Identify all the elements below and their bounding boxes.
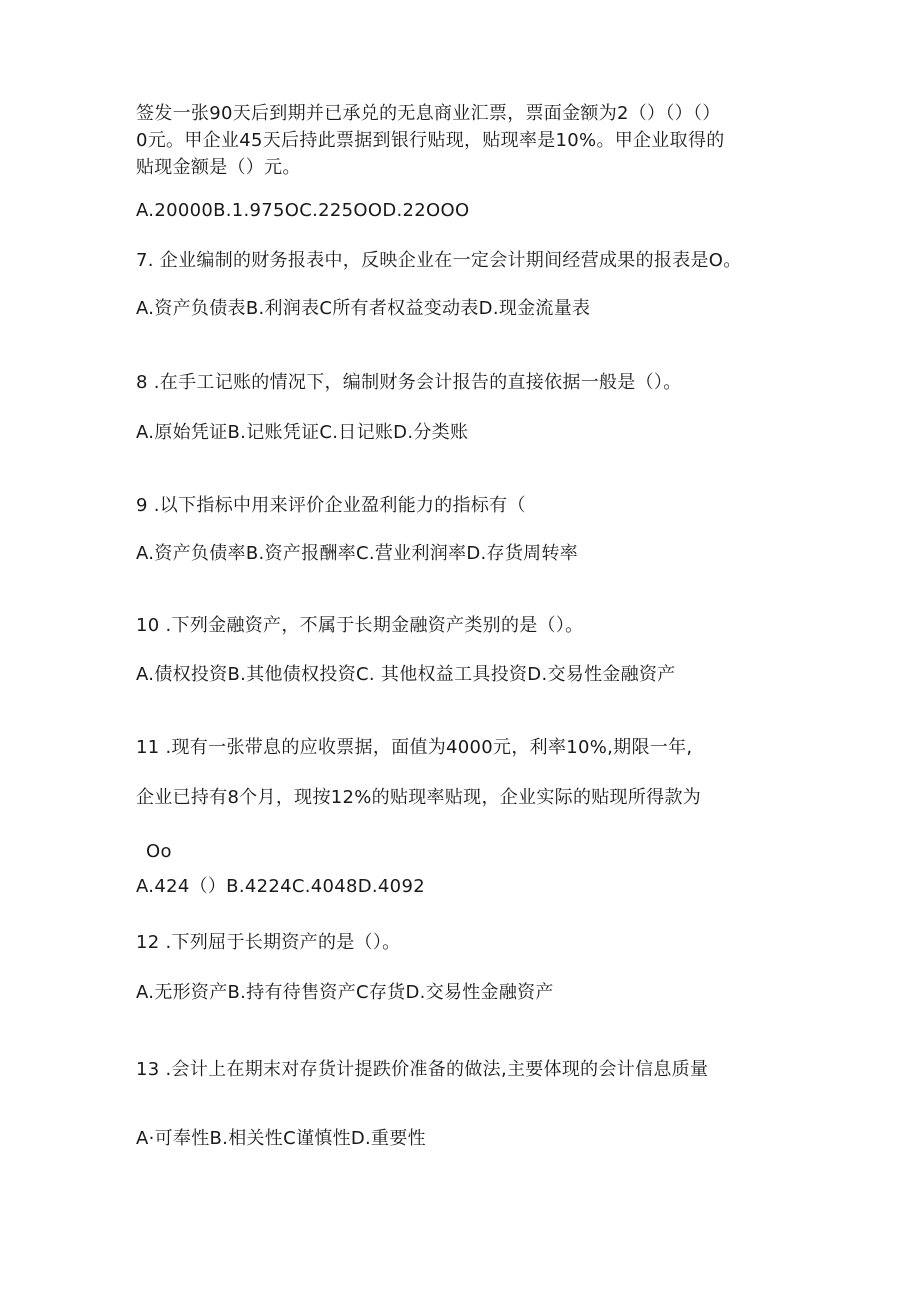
question-9-options: A.资产负债率B.资产报酬率C.营业利润率D.存货周转率	[136, 543, 579, 564]
question-10-text: 10 .下列金融资产，不属于长期金融资产类别的是（）。	[136, 615, 584, 636]
question-6-options: A.20000B.1.975OC.225OOD.22OOO	[136, 200, 470, 221]
question-11-text-line-3: Oo	[146, 841, 172, 862]
question-6-text-line-3: 贴现金额是（）元。	[136, 157, 301, 178]
question-6-text-line-1: 签发一张90天后到期并已承兑的无息商业汇票，票面金额为2（）（）（）	[136, 103, 721, 124]
question-10-options: A.债权投资B.其他债权投资C. 其他权益工具投资D.交易性金融资产	[136, 664, 676, 685]
question-13-text: 13 .会计上在期末对存货计提跌价准备的做法,主要体现的会计信息质量	[136, 1059, 709, 1080]
question-7-options: A.资产负债表B.利润表C所有者权益变动表D.现金流量表	[136, 298, 591, 319]
question-11-options: A.424（）B.4224C.4048D.4092	[136, 876, 425, 897]
question-8-text: 8 .在手工记账的情况下，编制财务会计报告的直接依据一般是（）。	[136, 372, 682, 393]
question-13-options: A·可奉性B.相关性C谨慎性D.重要性	[136, 1128, 426, 1149]
question-9-text: 9 .以下指标中用来评价企业盈利能力的指标有（	[136, 495, 526, 516]
question-8-options: A.原始凭证B.记账凭证C.日记账D.分类账	[136, 422, 469, 443]
question-12-text: 12 .下列屈于长期资产的是（）。	[136, 932, 401, 953]
question-11-text-line-2: 企业已持有8个月，现按12%的贴现率贴现，企业实际的贴现所得款为	[136, 787, 702, 808]
question-12-options: A.无形资产B.持有待售资产C存货D.交易性金融资产	[136, 982, 554, 1003]
question-7-text: 7. 企业编制的财务报表中，反映企业在一定会计期间经营成果的报表是O。	[136, 250, 742, 271]
question-6-text-line-2: 0元。甲企业45天后持此票据到银行贴现，贴现率是10%。甲企业取得的	[136, 130, 725, 151]
question-11-text-line-1: 11 .现有一张带息的应收票据，面值为4000元，利率10%,期限一年,	[136, 737, 693, 758]
